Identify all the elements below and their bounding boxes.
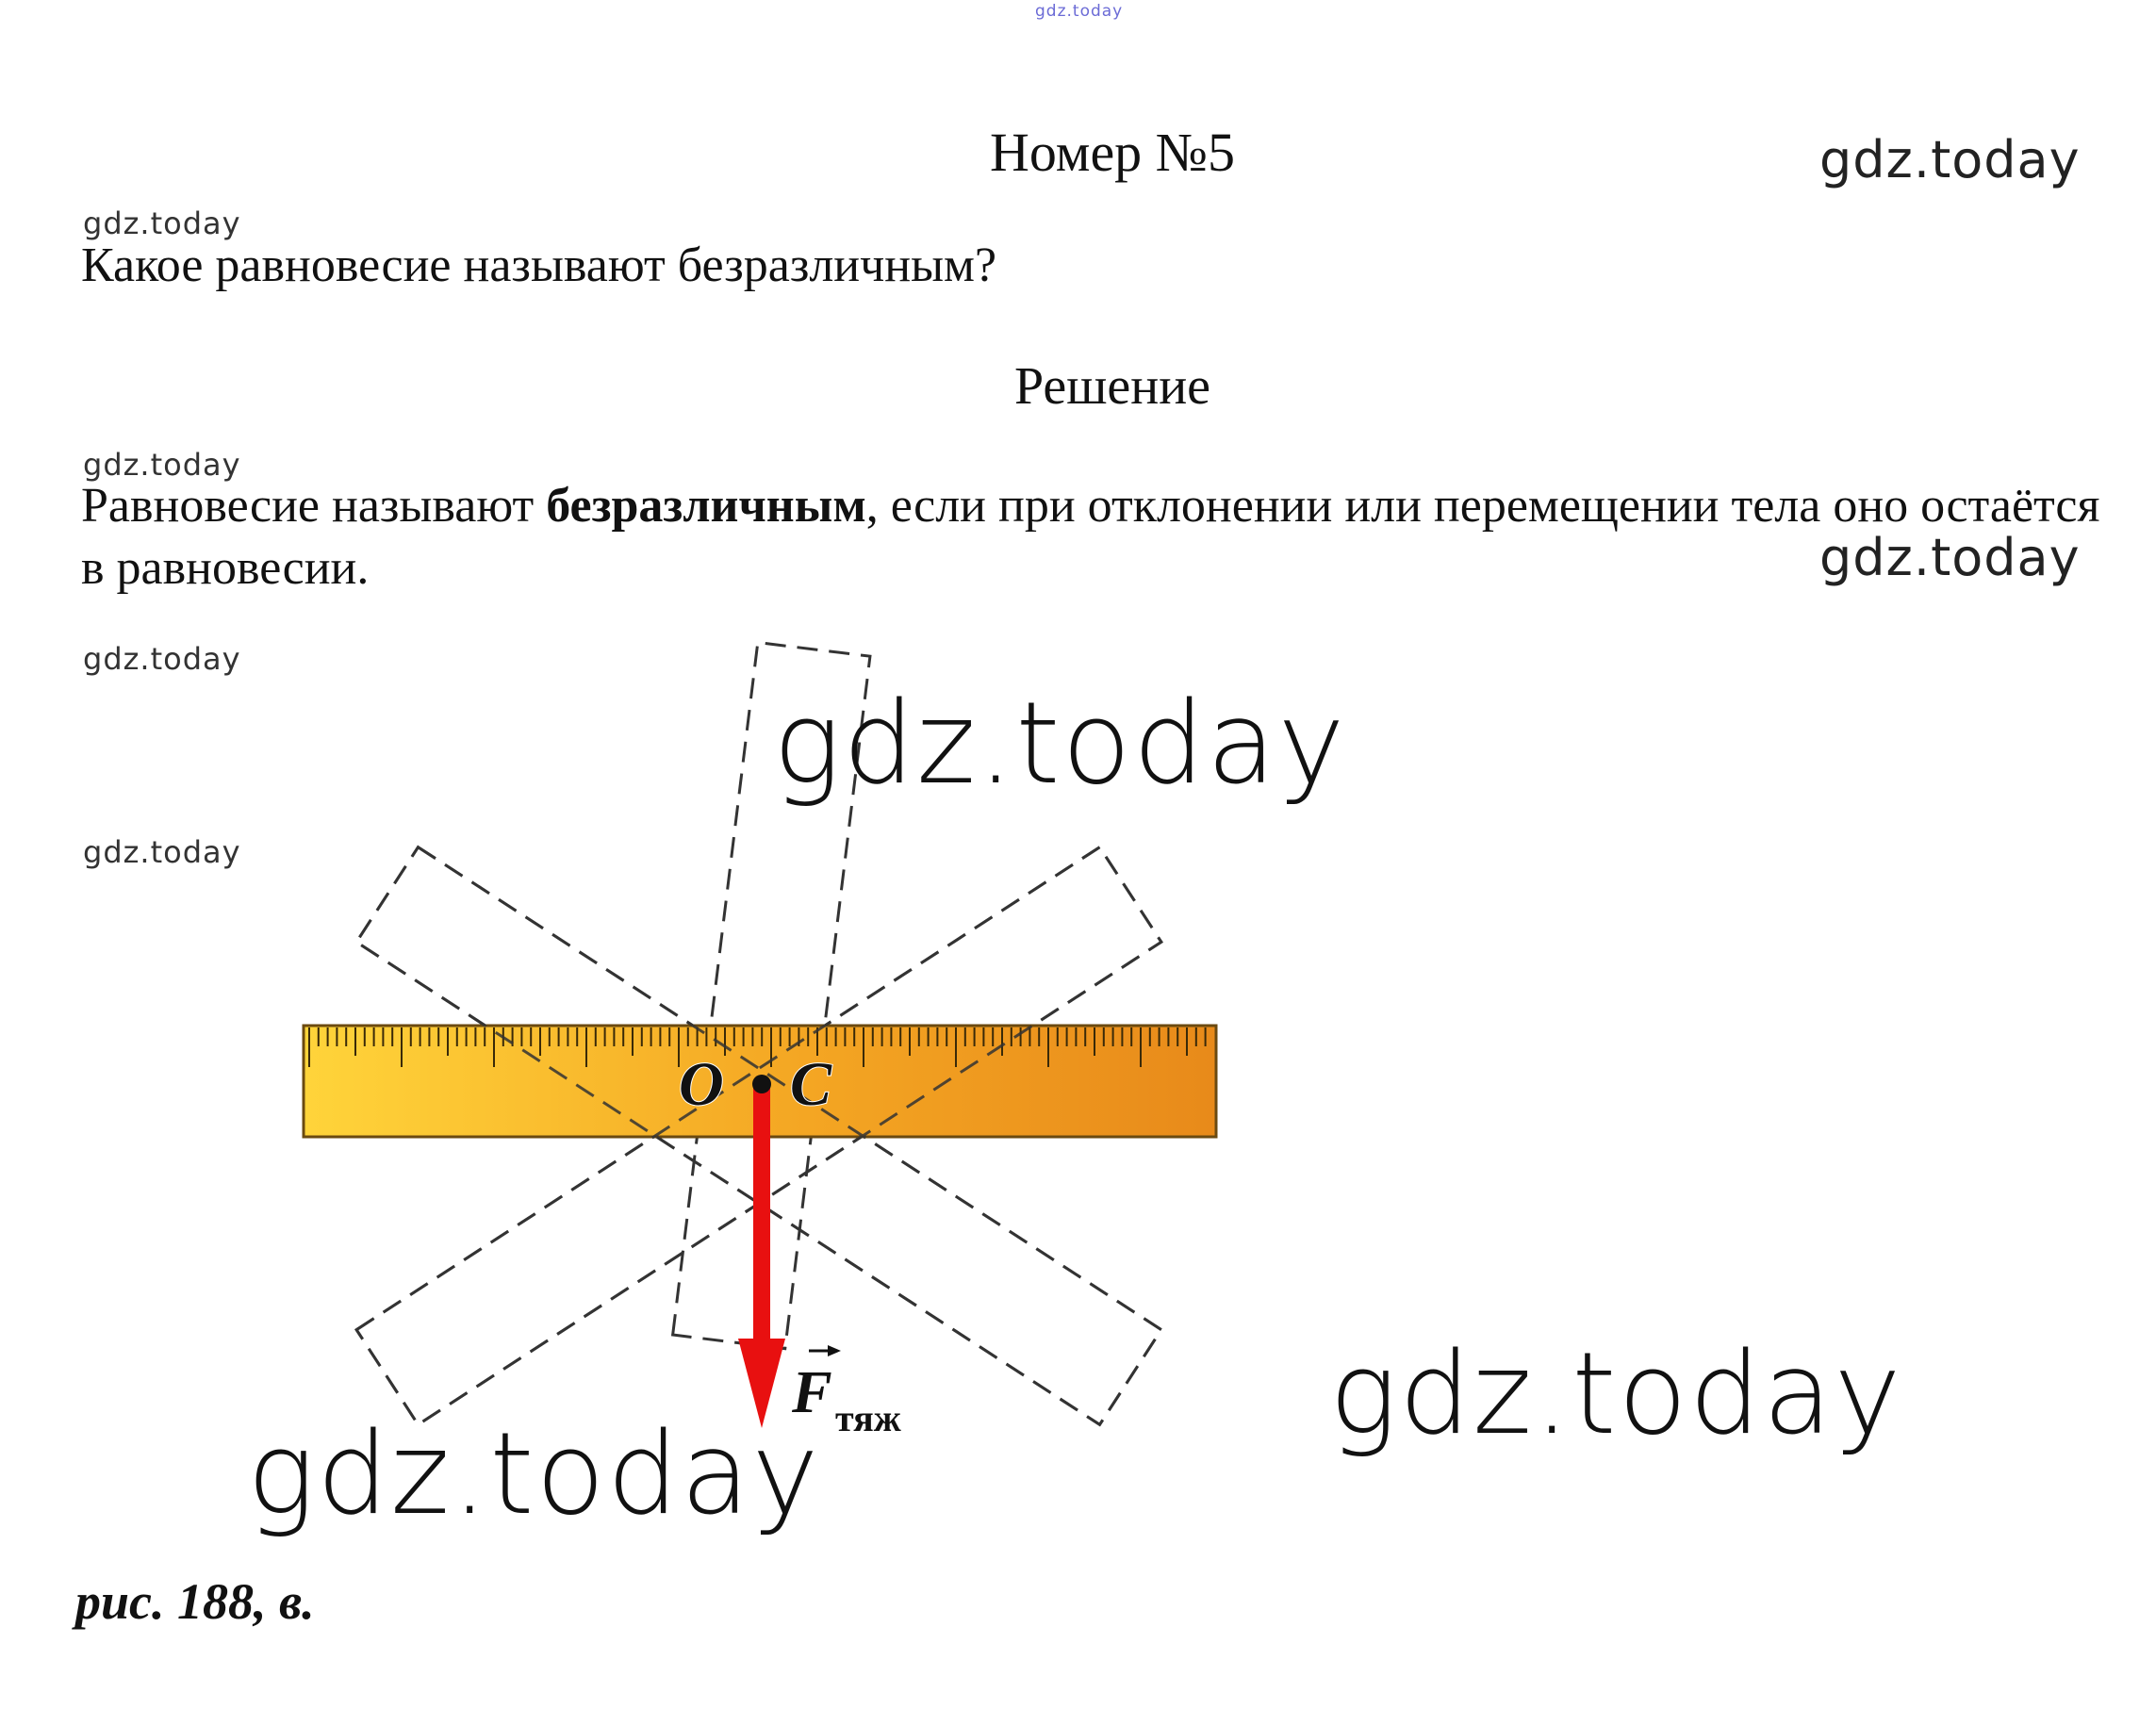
label-c: C: [790, 1050, 832, 1119]
solution-term: безразличным: [546, 479, 866, 533]
force-symbol: F: [792, 1358, 832, 1425]
watermark-figure-large-top: gdz.today: [773, 679, 1347, 810]
watermark-figure-mid: gdz.today: [83, 834, 241, 870]
solution-text-start: Равновесие называют: [81, 479, 547, 533]
watermark-figure-large-bottom: gdz.today: [247, 1409, 821, 1540]
watermark-figure-top: gdz.today: [83, 641, 241, 677]
watermark-answer: gdz.today: [83, 447, 241, 483]
solution-heading: Решение: [1013, 357, 1211, 416]
label-o: O: [679, 1050, 724, 1119]
watermark-top: gdz.today: [1035, 2, 1124, 21]
watermark-right-header: gdz.today: [1819, 130, 2081, 189]
solution-text-end: , если при отклонении или перемещении тела оно остаётся в равновесии.: [81, 479, 2100, 595]
watermark-figure-large-right: gdz.today: [1329, 1329, 1903, 1460]
page-title: Номер №5: [989, 122, 1236, 183]
force-subscript: тяж: [835, 1397, 901, 1439]
solution-text: [81, 475, 2117, 600]
watermark-question: gdz.today: [83, 205, 241, 241]
figure-caption: рис. 188, в.: [75, 1573, 315, 1630]
pivot-point: [752, 1075, 771, 1093]
vector-arrow-tip: [828, 1345, 841, 1356]
watermark-right-answer: gdz.today: [1819, 528, 2081, 587]
question-text: Какое равновесие называют безразличным?: [81, 238, 997, 292]
